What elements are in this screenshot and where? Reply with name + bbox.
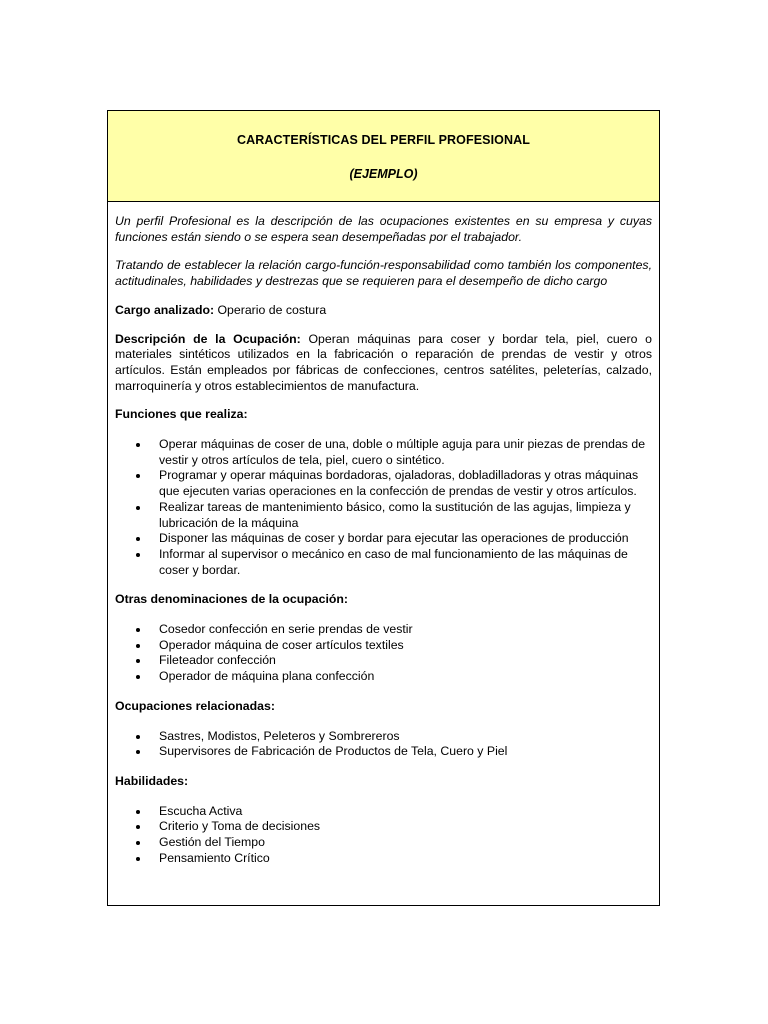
- bullet-icon: [136, 735, 140, 739]
- list-item: [115, 744, 652, 760]
- list-item-text: Cosedor confección en serie prendas de vestir: [159, 622, 413, 637]
- document-body: [108, 202, 659, 867]
- bullet-icon: [136, 506, 140, 510]
- cargo-label: Cargo analizado:: [115, 302, 215, 317]
- list-item: [115, 851, 652, 867]
- funciones-list: [115, 437, 652, 578]
- list-item: [115, 729, 652, 745]
- document-subtitle: (EJEMPLO): [349, 167, 418, 181]
- list-item: [115, 819, 652, 835]
- otras-heading: Otras denominaciones de la ocupación:: [115, 592, 349, 607]
- list-item-text: Pensamiento Crítico: [159, 850, 270, 865]
- profile-document: [107, 110, 660, 906]
- list-item: [115, 622, 652, 638]
- bullet-icon: [136, 675, 140, 679]
- document-title: CARACTERÍSTICAS DEL PERFIL PROFESIONAL: [237, 133, 530, 147]
- bullet-icon: [136, 553, 140, 557]
- list-item-text: Gestión del Tiempo: [159, 835, 265, 850]
- list-item-text: Fileteador confección: [159, 653, 276, 668]
- list-item-text: Realizar tareas de mantenimiento básico, como la sustitución de las agujas, limpieza y lubricación de la máquina: [159, 499, 631, 530]
- habilidades-list: [115, 804, 652, 867]
- bullet-icon: [136, 825, 140, 829]
- list-item: [115, 638, 652, 654]
- funciones-heading: Funciones que realiza:: [115, 407, 248, 422]
- list-item: [115, 669, 652, 685]
- bullet-icon: [136, 810, 140, 814]
- cargo-analizado: [115, 303, 652, 319]
- list-item-text: Escucha Activa: [159, 803, 243, 818]
- list-item: [115, 500, 652, 531]
- list-item-text: Supervisores de Fabricación de Productos de Tela, Cuero y Piel: [159, 744, 508, 759]
- otras-list: [115, 622, 652, 685]
- bullet-icon: [136, 474, 140, 478]
- bullet-icon: [136, 857, 140, 861]
- bullet-icon: [136, 628, 140, 632]
- list-item-text: Informar al supervisor o mecánico en caso de mal funcionamiento de las máquinas de coser y bordar.: [159, 546, 628, 577]
- list-item: [115, 547, 652, 578]
- descripcion-ocupacion: [115, 332, 652, 395]
- list-item: [115, 437, 652, 468]
- list-item-text: Operador máquina de coser artículos textiles: [159, 637, 404, 652]
- bullet-icon: [136, 750, 140, 754]
- list-item-text: Criterio y Toma de decisiones: [159, 819, 321, 834]
- purpose-paragraph: Tratando de establecer la relación cargo-función-responsabilidad como también los componentes, actitudinales, habilidades y destrezas que se requieren para el desempeño de dicho cargo: [115, 258, 652, 289]
- list-item: [115, 531, 652, 547]
- list-item: [115, 653, 652, 669]
- intro-paragraph: Un perfil Profesional es la descripción de las ocupaciones existentes en su empresa y cuyas funciones están siendo o se espera sean desempeñadas por el trabajador.: [115, 214, 652, 244]
- document-header: [108, 111, 659, 202]
- list-item: [115, 468, 652, 499]
- bullet-icon: [136, 644, 140, 648]
- descripcion-label: Descripción de la Ocupación:: [115, 331, 301, 346]
- list-item: [115, 804, 652, 820]
- descripcion-value: Operan máquinas para coser y bordar tela, piel, cuero o materiales sintéticos utilizados en la fabricación o reparación de prendas de vestir y otros artículos. Están empleados por fábricas de confecciones, centros satélites, peleterías, calzado, marroquinería y otros establecimientos de manufactura.: [115, 331, 653, 393]
- bullet-icon: [136, 443, 140, 447]
- list-item-text: Sastres, Modistos, Peleteros y Sombrereros: [159, 728, 400, 743]
- cargo-value: Operario de costura: [214, 302, 327, 317]
- bullet-icon: [136, 537, 140, 541]
- list-item-text: Programar y operar máquinas bordadoras, ojaladoras, dobladilladoras y otras máquinas que ejecuten varias operaciones en la confección de prendas de vestir y otros artículos.: [159, 468, 639, 499]
- list-item: [115, 835, 652, 851]
- list-item-text: Disponer las máquinas de coser y bordar para ejecutar las operaciones de producción: [159, 531, 629, 546]
- bullet-icon: [136, 659, 140, 663]
- habilidades-heading: Habilidades:: [115, 773, 189, 788]
- list-item-text: Operar máquinas de coser de una, doble o múltiple aguja para unir piezas de prendas de vestir y otros artículos de tela, piel, cuero o sintético.: [159, 437, 646, 467]
- bullet-icon: [136, 841, 140, 845]
- relacionadas-heading: Ocupaciones relacionadas:: [115, 698, 275, 713]
- list-item-text: Operador de máquina plana confección: [159, 669, 375, 684]
- relacionadas-list: [115, 729, 652, 760]
